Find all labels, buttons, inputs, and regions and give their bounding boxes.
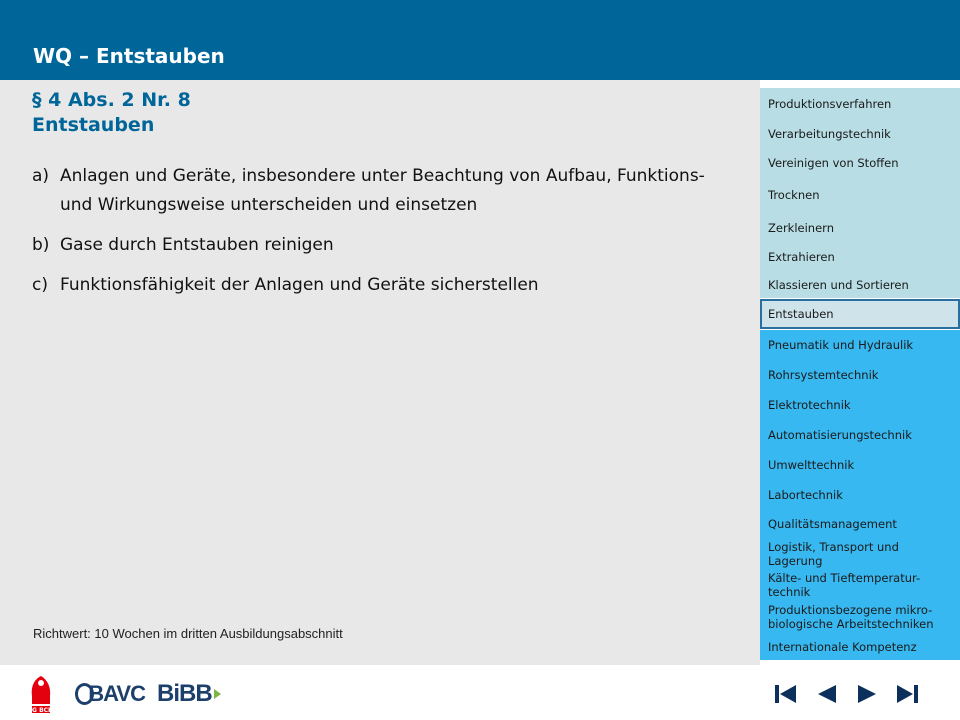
- page-title: WQ – Entstauben: [33, 44, 225, 68]
- objective-item-c: [32, 271, 732, 300]
- topic-sidebar: [760, 88, 960, 660]
- sidebar-item-verarbeitungstechnik[interactable]: Verarbeitungstechnik: [760, 119, 960, 149]
- sidebar-item-vereinigen-von-stoffen[interactable]: Vereinigen von Stoffen: [760, 149, 960, 177]
- bavc-logo-text: BAVC: [88, 681, 145, 706]
- sidebar-item-klassieren-und-sortieren[interactable]: Klassieren und Sortieren: [760, 271, 960, 298]
- item-text: Funktionsfähigkeit der Anlagen und Geräte sicherstellen: [60, 275, 539, 295]
- igbce-logo-text: IG BCE: [29, 707, 53, 714]
- sidebar-item-kaelte-und-tieftemperaturtechnik[interactable]: Kälte- und Tieftemperatur-technik: [760, 570, 960, 600]
- first-page-button[interactable]: [772, 681, 798, 707]
- sidebar-item-labortechnik[interactable]: Labortechnik: [760, 480, 960, 510]
- igbce-logo: [28, 674, 54, 714]
- igbce-logo-mark: [28, 674, 54, 714]
- skip-last-icon: [895, 681, 921, 707]
- sidebar-item-zerkleinern[interactable]: Zerkleinern: [760, 212, 960, 243]
- item-marker: c): [32, 275, 48, 295]
- bibb-logo-arrow: [214, 689, 221, 699]
- sidebar-item-pneumatik-und-hydraulik[interactable]: Pneumatik und Hydraulik: [760, 330, 960, 360]
- sidebar-item-trocknen[interactable]: Trocknen: [760, 177, 960, 212]
- next-page-button[interactable]: [854, 681, 880, 707]
- skip-first-icon: [772, 681, 798, 707]
- section-reference: § 4 Abs. 2 Nr. 8: [32, 89, 191, 111]
- item-marker: b): [32, 235, 50, 255]
- item-marker: a): [32, 166, 50, 186]
- sidebar-item-qualitaetsmanagement[interactable]: Qualitätsmanagement: [760, 510, 960, 538]
- sidebar-item-elektrotechnik[interactable]: Elektrotechnik: [760, 390, 960, 420]
- sidebar-item-rohrsystemtechnik[interactable]: Rohrsystemtechnik: [760, 360, 960, 390]
- next-icon: [854, 681, 880, 707]
- objective-item-a: [32, 162, 732, 220]
- objective-item-b: [32, 231, 732, 260]
- item-text: Anlagen und Geräte, insbesondere unter Beachtung von Aufbau, Funktions- und Wirkungsweise unterscheiden und einsetzen: [60, 166, 705, 215]
- sidebar-item-umwelttechnik[interactable]: Umwelttechnik: [760, 450, 960, 480]
- section-title: Entstauben: [32, 114, 155, 136]
- sidebar-item-internationale-kompetenz[interactable]: Internationale Kompetenz: [760, 634, 960, 660]
- duration-note: Richtwert: 10 Wochen im dritten Ausbildungsabschnitt: [33, 626, 343, 641]
- section-heading: [32, 88, 191, 138]
- sidebar-item-extrahieren[interactable]: Extrahieren: [760, 243, 960, 271]
- sidebar-item-automatisierungstechnik[interactable]: Automatisierungstechnik: [760, 420, 960, 450]
- previous-icon: [814, 681, 840, 707]
- sidebar-item-mikrobiologische-arbeitstechniken[interactable]: Produktionsbezogene mikro-biologische Arbeitstechniken: [760, 600, 960, 634]
- previous-page-button[interactable]: [814, 681, 840, 707]
- bavc-logo: [75, 680, 145, 708]
- sidebar-item-entstauben[interactable]: Entstauben: [760, 299, 960, 329]
- bibb-logo: [157, 680, 221, 708]
- last-page-button[interactable]: [895, 681, 921, 707]
- sidebar-item-logistik[interactable]: Logistik, Transport und Lagerung: [760, 538, 960, 570]
- sidebar-item-produktionsverfahren[interactable]: Produktionsverfahren: [760, 88, 960, 119]
- header-bar: [0, 0, 960, 80]
- objective-list: [32, 162, 732, 311]
- item-text: Gase durch Entstauben reinigen: [60, 235, 334, 255]
- bibb-logo-text: BiBB: [157, 680, 212, 707]
